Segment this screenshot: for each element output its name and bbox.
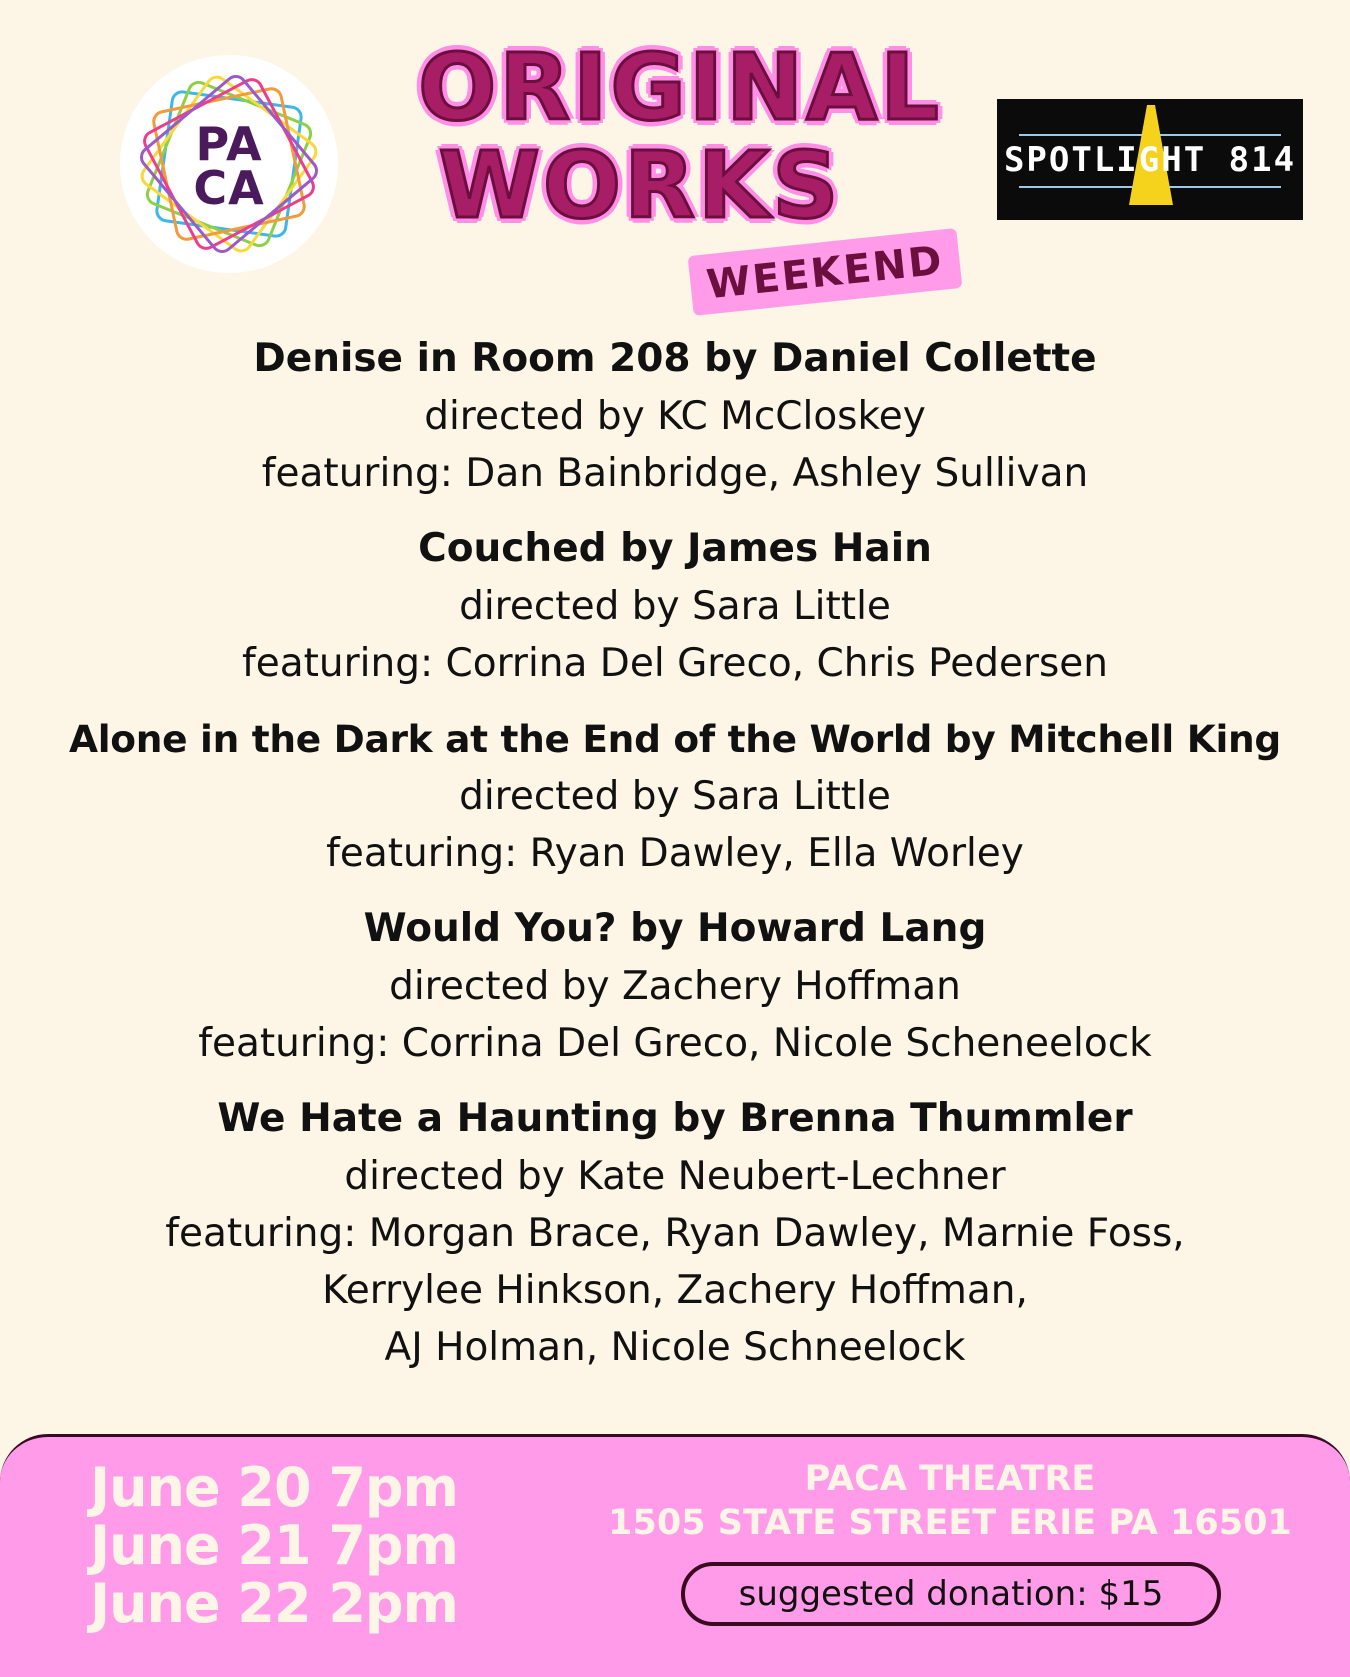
play-director: directed by Zachery Hoffman bbox=[389, 964, 961, 1009]
venue-address: 1505 STATE STREET ERIE PA 16501 bbox=[608, 1503, 1292, 1543]
play-director: directed by KC McCloskey bbox=[424, 394, 926, 439]
show-dates bbox=[90, 1456, 510, 1635]
show-date: June 21 7pm bbox=[90, 1514, 458, 1577]
venue-name: PACA THEATRE bbox=[804, 1459, 1096, 1499]
play-item bbox=[0, 520, 1350, 692]
play-cast: featuring: Dan Bainbridge, Ashley Sullivan bbox=[261, 451, 1089, 496]
show-date: June 20 7pm bbox=[90, 1456, 458, 1519]
spotlight-814-logo bbox=[997, 99, 1303, 220]
show-date: June 22 2pm bbox=[90, 1572, 458, 1635]
play-title: Would You? by Howard Lang bbox=[363, 906, 987, 951]
play-cast: featuring: Morgan Brace, Ryan Dawley, Marnie Foss, bbox=[165, 1211, 1185, 1256]
play-director: directed by Kate Neubert-Lechner bbox=[344, 1154, 1006, 1199]
play-director: directed by Sara Little bbox=[459, 584, 891, 629]
play-title: Couched by James Hain bbox=[418, 526, 932, 571]
spotlight-logo-text: SPOTLIGHT 814 bbox=[1003, 140, 1297, 180]
paca-logo-text-top: PA bbox=[195, 117, 263, 171]
title-line-original: ORIGINAL bbox=[418, 34, 942, 141]
paca-logo-text-bottom: CA bbox=[193, 161, 265, 215]
play-item bbox=[0, 330, 1350, 502]
play-cast: featuring: Ryan Dawley, Ella Worley bbox=[326, 831, 1024, 876]
event-title bbox=[400, 30, 960, 320]
venue-info bbox=[580, 1457, 1320, 1545]
play-item bbox=[0, 900, 1350, 1072]
play-cast: featuring: Corrina Del Greco, Nicole Scheneelock bbox=[198, 1021, 1152, 1066]
play-item bbox=[0, 1090, 1350, 1376]
paca-logo bbox=[120, 55, 338, 273]
weekend-badge: WEEKEND bbox=[688, 228, 963, 316]
title-line-works: WORKS bbox=[438, 132, 842, 239]
play-director: directed by Sara Little bbox=[459, 774, 891, 819]
event-info-footer bbox=[0, 1434, 1350, 1677]
play-cast: AJ Holman, Nicole Schneelock bbox=[384, 1325, 966, 1370]
donation-pill: suggested donation: $15 bbox=[681, 1562, 1221, 1626]
play-title: Alone in the Dark at the End of the World by Mitchell King bbox=[69, 717, 1281, 761]
play-cast: Kerrylee Hinkson, Zachery Hoffman, bbox=[322, 1268, 1028, 1313]
play-title: Denise in Room 208 by Daniel Collette bbox=[253, 336, 1097, 381]
play-cast: featuring: Corrina Del Greco, Chris Pedersen bbox=[241, 641, 1109, 686]
play-item bbox=[0, 710, 1350, 882]
play-list bbox=[0, 330, 1350, 1376]
play-title: We Hate a Haunting by Brenna Thummler bbox=[217, 1096, 1133, 1141]
